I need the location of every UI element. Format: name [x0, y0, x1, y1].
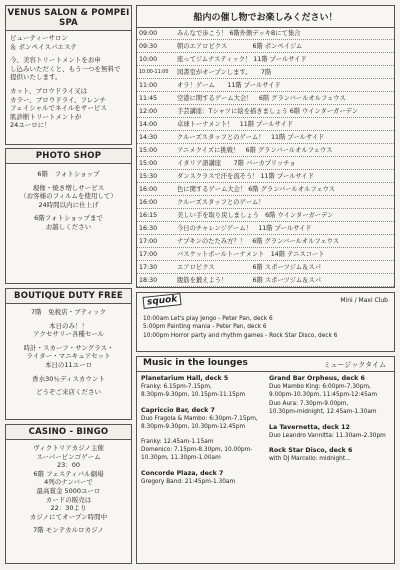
schedule-event: クルーズスタッフとのゲーム！ [177, 199, 265, 206]
music-performance-line: with DJ Marcello: midnight... [269, 456, 351, 463]
music-venue-heading: Concorde Plaza, deck 7 [141, 469, 224, 477]
schedule-row [137, 93, 394, 105]
schedule-event: 卓球トーナメント！ 11階 プールサイド [177, 121, 294, 128]
schedule-time: 16:00 [139, 186, 158, 193]
music-header [137, 357, 394, 372]
photo-line: 現像・焼き増しサービス [32, 183, 105, 192]
casino-line: 7階 モンテカルロカジノ [33, 526, 104, 535]
schedule-event: 美しい手を取り戻しましょう 6階 ウインターガーデン [177, 212, 334, 219]
boutique-line: 本日の11ユーロ [44, 360, 93, 369]
venus-line: ＆ ポンペイスパエステ [10, 42, 77, 51]
photo-line: 6階フォトショップまで [34, 214, 103, 223]
casino-line: スーパービンゴゲーム [36, 452, 101, 461]
music-performance-line: Franky: 12.45am-1.15am [141, 438, 214, 445]
music-venue-heading: La Tavernetta, deck 12 [269, 423, 350, 431]
music-title: Music in the lounges [143, 358, 248, 368]
boutique-line: 本日のみ！！ [49, 321, 88, 330]
schedule-time: 16:30 [139, 225, 158, 232]
boutique-line: 香水30％ディスカウント [32, 374, 105, 383]
schedule-event: 朝のエアロビクス 6階 ポンペイジム [177, 43, 303, 50]
music-right-col [269, 374, 393, 469]
schedule-event: 座ってジムナスティック！ 11階 プールサイド [177, 56, 307, 63]
schedule-time: 10:00-11:00 [139, 70, 169, 75]
schedule-time: 17:30 [139, 264, 158, 271]
venus-salon-body [6, 31, 131, 133]
schedule-box [136, 5, 395, 288]
music-performance-line: 8.30pm-9.30pm, 10.30pm-12.45pm [141, 424, 246, 431]
music-venue-heading: Capriccio Bar, deck 7 [141, 406, 215, 414]
club-box [136, 292, 395, 352]
boutique-body [6, 304, 131, 401]
schedule-row [137, 158, 394, 170]
schedule-event: 手芸講座：Tシャツに絵を描きましょう 6階 ウインターガーデン [177, 108, 359, 115]
schedule-row [137, 223, 394, 235]
schedule-title: 船内の催し物でお楽しみください！ [137, 6, 394, 28]
schedule-row [137, 67, 394, 79]
schedule-row [137, 106, 394, 118]
schedule-row [137, 262, 394, 274]
schedule-event: みんなで歩こう！ 6階外側デッキBにて集合 [177, 30, 301, 37]
venus-line: カット、ブロウドライ又は [10, 86, 88, 95]
schedule-time: 14:00 [139, 121, 158, 128]
photo-line: お越しください [45, 222, 92, 231]
casino-line: 22：30より [50, 504, 87, 513]
club-event-line: 10:00pm Horror party and rhythm games - Rock Star Disco, deck 6 [143, 332, 338, 339]
schedule-row [137, 210, 394, 222]
casino-line: 4列のナンバーで [44, 478, 93, 487]
schedule-event: 図書室がオープンします。 7階 [177, 69, 272, 76]
music-venue-heading: Grand Bar Orpheus, deck 6 [269, 375, 365, 382]
schedule-time: 16:00 [139, 199, 158, 206]
venus-line: 24ユーロに！ [10, 121, 51, 130]
music-spacer [269, 463, 393, 469]
casino-line: 23：00 [56, 461, 81, 470]
music-venue-heading: Rock Star Disco, deck 6 [269, 447, 353, 455]
schedule-time: 09:30 [139, 43, 158, 50]
venus-line: カラー、ブロウドライ、フレンチ [10, 95, 107, 104]
schedule-row [137, 119, 394, 131]
schedule-row [137, 80, 394, 92]
schedule-time: 11:00 [139, 82, 158, 89]
club-label: Mini / Maxi Club [340, 297, 388, 304]
photo-line: 24時間以内に仕上げ [38, 200, 99, 209]
schedule-time: 09:00 [139, 30, 158, 37]
venus-line: し込みいただくと、もう一つを無料で [10, 64, 121, 73]
club-logo: squok [142, 293, 181, 309]
music-spacer [141, 486, 265, 492]
schedule-event: 色に関するゲーム大会！ 6階 グランバールオルフェウス [177, 186, 336, 193]
schedule-row [137, 145, 394, 157]
boutique-line: どうぞご来店ください [36, 388, 101, 397]
schedule-row [137, 236, 394, 248]
schedule-row [137, 171, 394, 183]
schedule-time: 12:00 [139, 108, 158, 115]
casino-line: 6階 フェスティバル劇場 [33, 469, 104, 478]
schedule-event: クルーズスタッフとのゲーム！ 11階 プールサイド [177, 134, 325, 141]
music-left-col [141, 374, 265, 492]
schedule-event: エアロビクス 6階 スポーツジム＆スパ [177, 264, 321, 271]
music-performance-line: 9.00pm-10.30pm, 11:45pm-12:45am [269, 392, 377, 399]
schedule-time: 10:00 [139, 56, 158, 63]
schedule-event: ダンスクラスで汗を流そう！ 11階 プールサイド [177, 173, 314, 180]
club-event-line: 5:00pm Painting mania - Peter Pan, deck 6 [143, 324, 267, 331]
casino-line: カジノにてオープン時間中 [29, 512, 108, 521]
photo-shop-body [6, 164, 131, 238]
photo-line: （お客様のフィルムを使用して） [20, 192, 117, 201]
music-performance-line: Duo Fragola & Mambo: 6:30pm-7.15pm, [141, 415, 258, 422]
boutique-line: 7階 免税店・ブティック [30, 308, 107, 316]
casino-line: ヴィクトリアカジノ主催 [33, 444, 104, 452]
schedule-list [137, 28, 394, 288]
boutique-line: 時計・スカーフ・サングラス・ [23, 343, 114, 352]
boutique-line: アクセサリー各種セール [33, 330, 104, 339]
schedule-time: 15:00 [139, 160, 158, 167]
boutique-title: BOUTIQUE DUTY FREE [6, 289, 131, 304]
casino-body [6, 440, 131, 539]
music-performance-line: 8.30pm-9.30pm, 10.15pm-11.15pm [141, 392, 246, 399]
schedule-event: イタリア語講座 7階 バーカプリッチョ [177, 160, 296, 167]
schedule-event: アニメクイズに挑戦！ 6階 グランバールオルフェウス [177, 147, 333, 154]
venus-salon-box [5, 5, 132, 145]
schedule-time: 15:30 [139, 173, 158, 180]
schedule-time: 18:30 [139, 277, 158, 284]
venus-line: 提供いたします。 [10, 73, 62, 82]
venus-line: フェイシャルでネイルをサービス [10, 104, 107, 113]
schedule-event: バスケットボールトーナメント 14階 テニスコート [177, 251, 325, 258]
venus-salon-title: VENUS SALON & POMPEI SPA [6, 6, 131, 31]
schedule-event: 今日のチャレンジゲーム！ 11階 プールサイド [177, 225, 312, 232]
music-venue-heading: Planetarium Hall, deck 5 [141, 375, 229, 382]
schedule-row [137, 28, 394, 40]
schedule-event: ナプキンのたたみ方？！ 6階 グランバールオルフェウス [177, 238, 340, 245]
music-performance-line: 10.30pm, 11.30pm-1.00am [141, 455, 221, 462]
schedule-event: 腹筋を鍛えよう！ 6階 スポーツジム＆スパ [177, 277, 322, 284]
music-performance-line: Duo Leandro Vannitta: 11.30am-2.30pm [269, 432, 386, 439]
schedule-time: 15:00 [139, 147, 158, 154]
schedule-time: 16:15 [139, 212, 158, 219]
schedule-time: 11:45 [139, 95, 158, 102]
casino-title: CASINO - BINGO [6, 425, 131, 440]
venus-line: 肌診断トリートメントが [10, 112, 82, 121]
venus-line: 今、美容トリートメントをお申 [10, 56, 101, 65]
schedule-row [137, 184, 394, 196]
schedule-time: 17:00 [139, 238, 158, 245]
photo-shop-title: PHOTO SHOP [6, 149, 131, 164]
boutique-box [5, 288, 132, 420]
casino-box [5, 424, 132, 564]
schedule-row [137, 249, 394, 261]
club-events [143, 315, 390, 340]
music-title-jp: ミュージックタイム [323, 361, 386, 369]
schedule-row [137, 132, 394, 144]
schedule-row [137, 41, 394, 53]
club-event-line: 10:00am Let's play Jengo - Peter Pan, deck 6 [143, 316, 273, 322]
schedule-event: 空港に関するゲーム大会！ 6階 グランバールオルフェウス [177, 95, 346, 102]
schedule-time: 14:30 [139, 134, 158, 141]
photo-line: 6階 フォトショップ [37, 170, 100, 178]
schedule-time: 17:00 [139, 251, 158, 258]
schedule-row [137, 275, 394, 287]
casino-line: 最高賞金 5000ユーロ [36, 486, 101, 495]
schedule-row [137, 197, 394, 209]
photo-shop-box [5, 148, 132, 284]
music-performance-line: Gregory Band: 21:45pm-1.30am [141, 478, 236, 485]
schedule-row [137, 54, 394, 66]
music-performance-line: Domenico: 7.15pm-8.30pm, 10.00pm- [141, 447, 253, 454]
casino-line: カードの販売は [45, 495, 92, 504]
music-performance-line: 10.30pm-midnight, 12.45am-1.30am [269, 409, 377, 416]
music-performance-line: Franky: 6.15pm-7.15pm, [141, 384, 212, 390]
schedule-event: オラ！ゲーム 11階 プールサイド [177, 82, 281, 89]
boutique-line: ライター・マニキュアセット [26, 352, 111, 361]
music-performance-line: Duo Aura: 7.30pm-9.00pm, [269, 400, 349, 407]
music-box [136, 356, 395, 564]
venus-line: ビューティーサロン [10, 34, 68, 42]
music-performance-line: Duo Mambo King: 6:00pm-7.30pm, [269, 384, 371, 390]
